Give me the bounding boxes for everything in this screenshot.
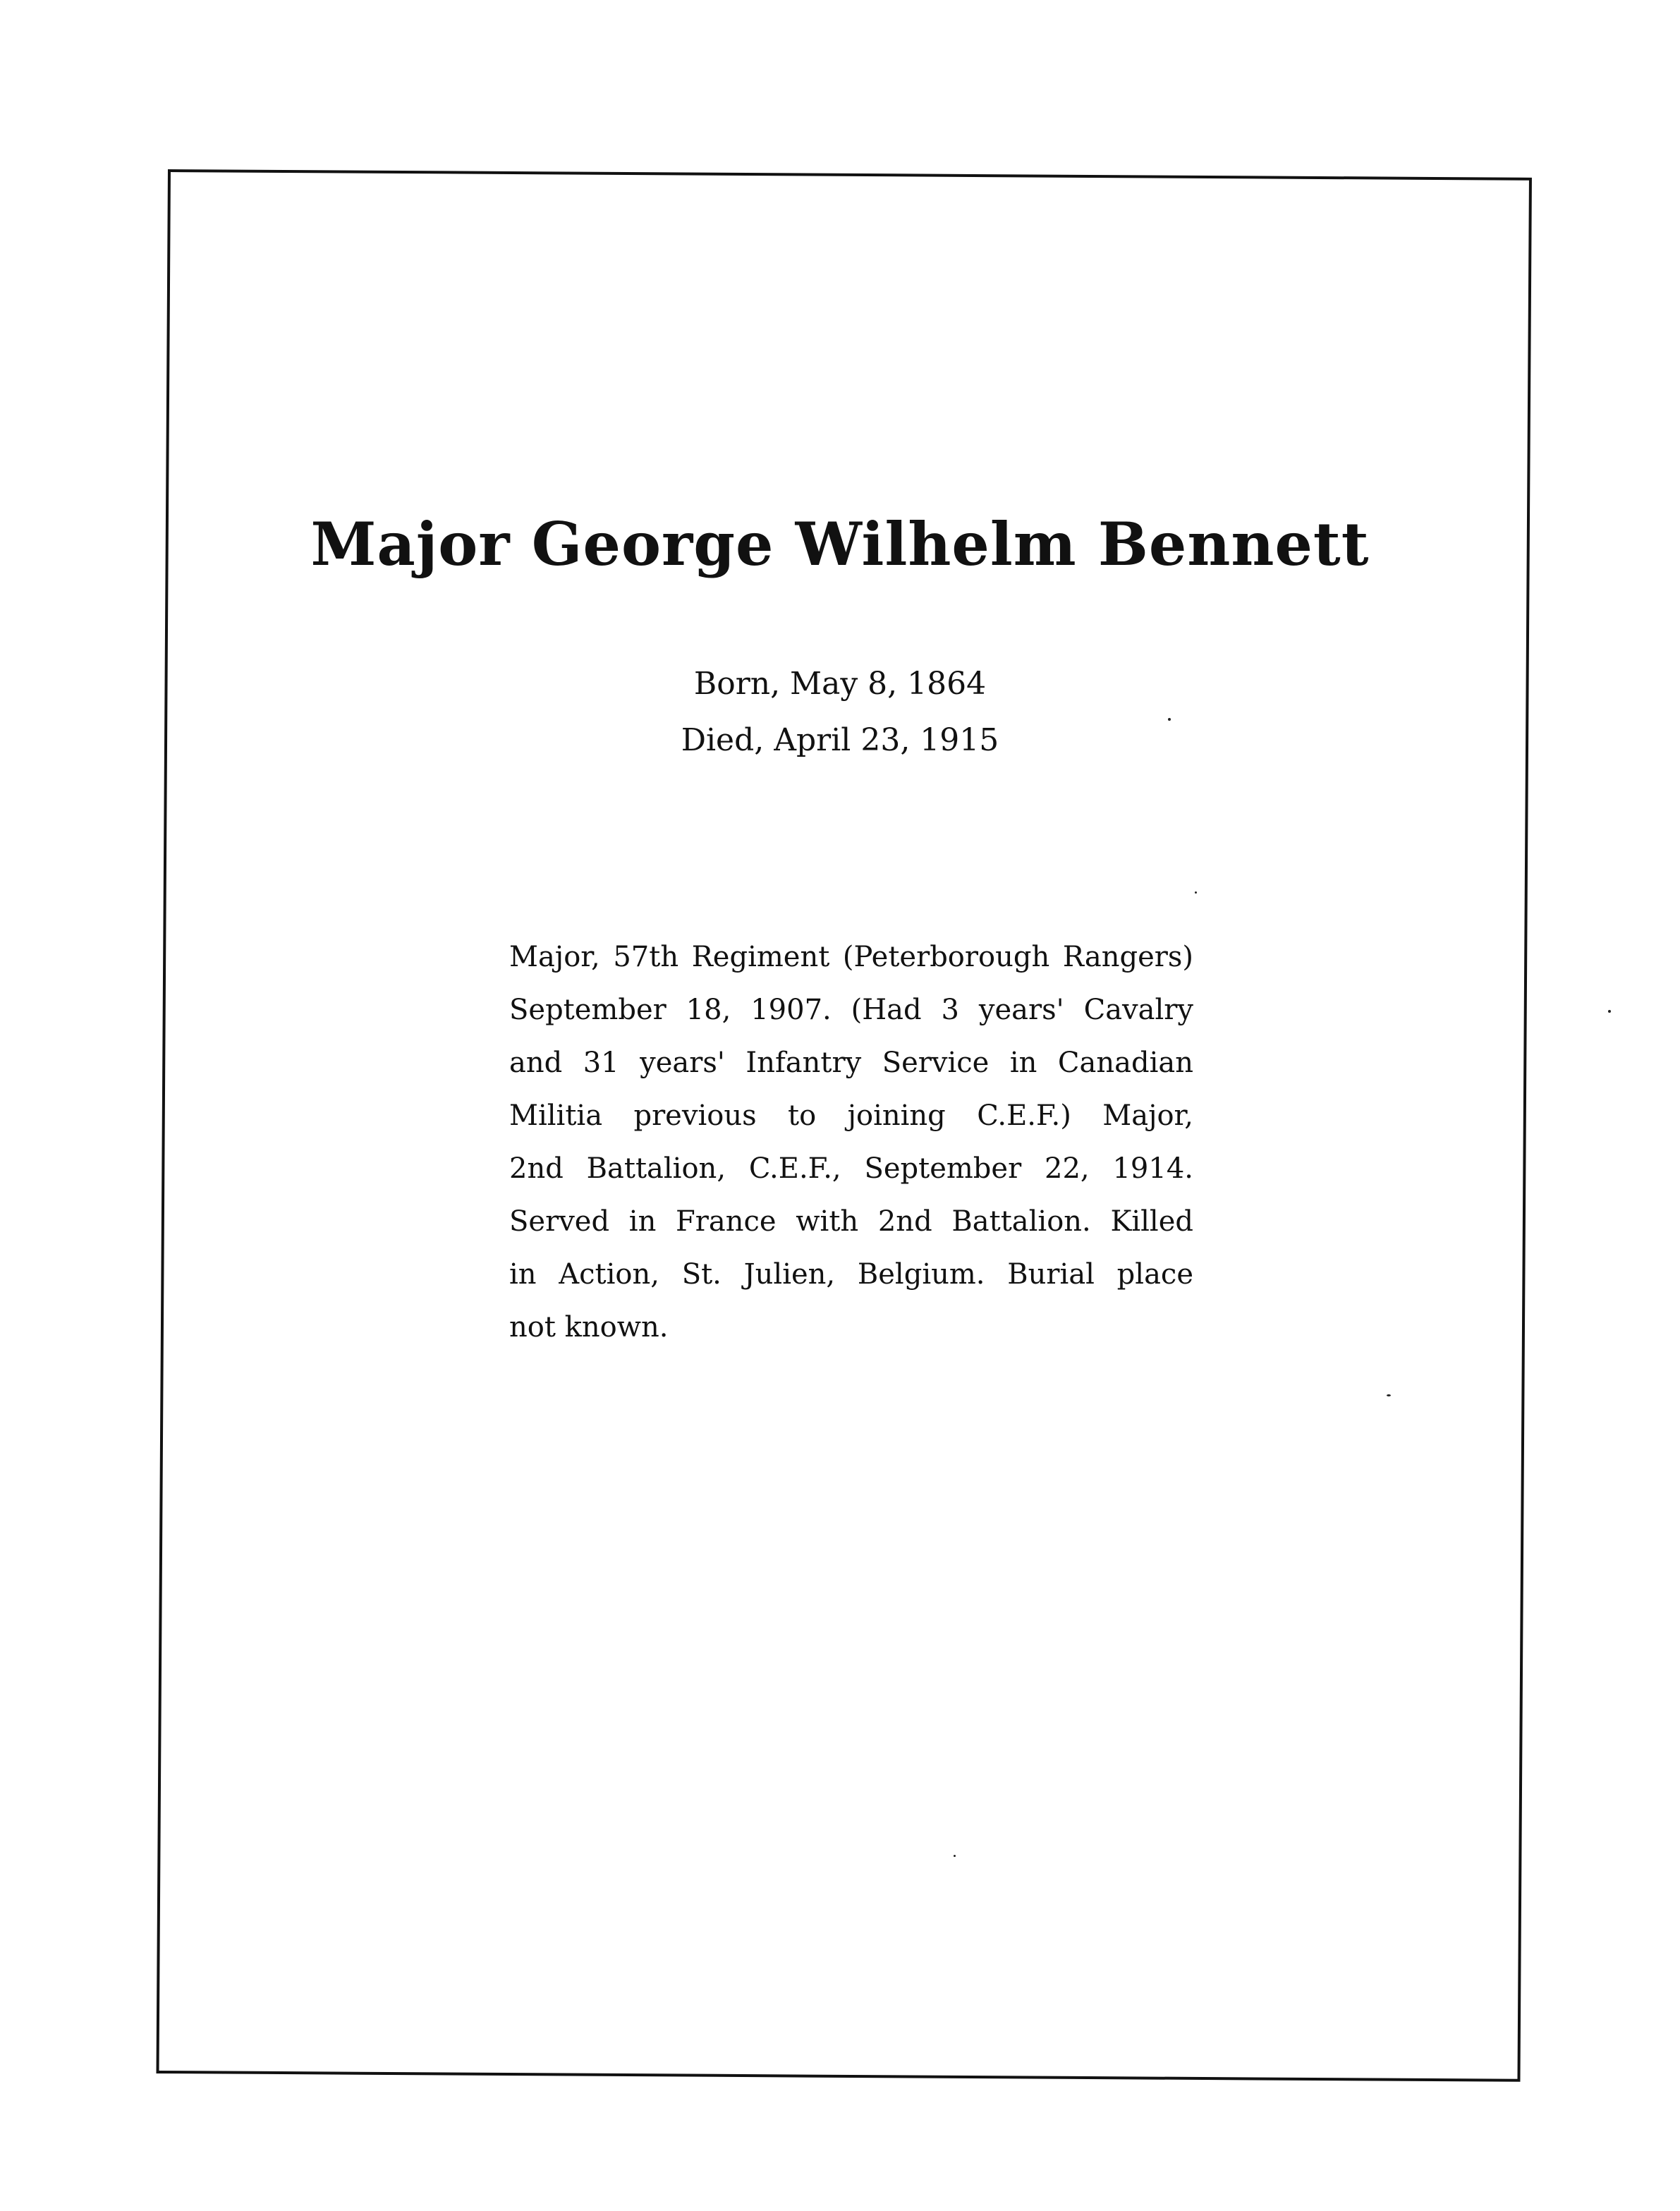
service-record-line: 2nd Battalion, C.E.F., September 22, 1914. (509, 1152, 1193, 1185)
service-record-line: not known. (509, 1311, 669, 1344)
service-record-line: Militia previous to joining C.E.F.) Major, (509, 1100, 1193, 1132)
service-record-line: September 18, 1907. (Had 3 years' Cavalry (509, 994, 1193, 1026)
scan-speck (954, 1855, 956, 1857)
service-record-line: and 31 years' Infantry Service in Canadian (509, 1047, 1193, 1079)
scan-speck (1608, 1010, 1611, 1013)
life-dates (0, 656, 1680, 769)
scan-speck (1168, 718, 1171, 721)
birth-date: Born, May 8, 1864 (693, 666, 987, 702)
death-date: Died, April 23, 1915 (681, 722, 999, 758)
page-title: Major George Wilhelm Bennett (310, 509, 1370, 579)
service-record (509, 931, 1193, 1354)
scan-speck (1195, 891, 1197, 894)
service-record-line: Major, 57th Regiment (Peterborough Rangers) (509, 941, 1193, 973)
service-record-line: Served in France with 2nd Battalion. Killed (509, 1205, 1193, 1238)
scan-speck (1387, 1394, 1391, 1396)
service-record-line: in Action, St. Julien, Belgium. Burial place (509, 1258, 1193, 1291)
